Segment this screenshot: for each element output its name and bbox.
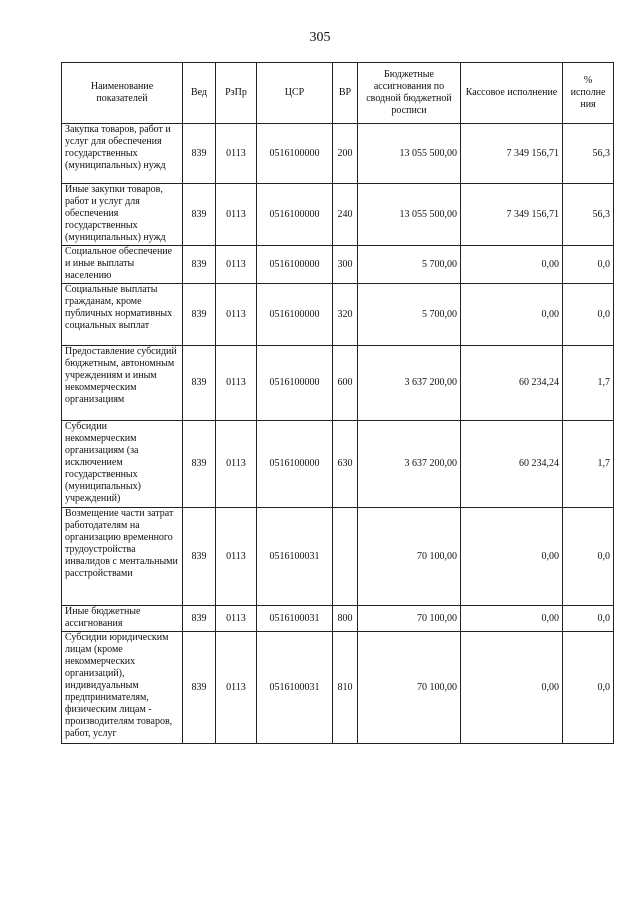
row-cash: 0,00 [461, 632, 563, 744]
row-vr: 320 [333, 284, 358, 346]
row-name: Иные бюджетные ассигнования [62, 606, 183, 632]
row-cash: 0,00 [461, 284, 563, 346]
row-cash: 7 349 156,71 [461, 124, 563, 184]
row-ved: 839 [183, 184, 216, 246]
row-cash: 0,00 [461, 246, 563, 284]
row-vr: 630 [333, 421, 358, 508]
row-ved: 839 [183, 421, 216, 508]
row-ved: 839 [183, 508, 216, 606]
row-cash: 7 349 156,71 [461, 184, 563, 246]
row-budget: 3 637 200,00 [358, 421, 461, 508]
row-name: Закупка товаров, работ и услуг для обеспечения государственных (муниципальных) нужд [62, 124, 183, 184]
row-csr: 0516100031 [257, 606, 333, 632]
row-vr: 800 [333, 606, 358, 632]
row-percent: 0,0 [563, 508, 614, 606]
row-budget: 70 100,00 [358, 606, 461, 632]
table-row [62, 246, 614, 284]
row-percent: 56,3 [563, 184, 614, 246]
row-rzpr: 0113 [216, 606, 257, 632]
header-rzpr: РзПр [216, 63, 257, 124]
row-rzpr: 0113 [216, 184, 257, 246]
row-budget: 70 100,00 [358, 508, 461, 606]
row-name: Иные закупки товаров, работ и услуг для обеспечения государственных (муниципальных) нужд [62, 184, 183, 246]
row-cash: 0,00 [461, 606, 563, 632]
row-percent: 0,0 [563, 632, 614, 744]
header-name: Наименование показателей [62, 63, 183, 124]
table-row [62, 606, 614, 632]
row-percent: 1,7 [563, 346, 614, 421]
header-cash: Кассовое исполнение [461, 63, 563, 124]
header-percent: % исполне ния [563, 63, 614, 124]
header-ved: Вед [183, 63, 216, 124]
budget-execution-table [61, 62, 614, 744]
table-row [62, 508, 614, 606]
row-name: Предоставление субсидий бюджетным, автономным учреждениям и иным некоммерческим организациям [62, 346, 183, 421]
table-row [62, 284, 614, 346]
row-vr: 200 [333, 124, 358, 184]
row-budget: 5 700,00 [358, 284, 461, 346]
row-rzpr: 0113 [216, 632, 257, 744]
row-percent: 0,0 [563, 606, 614, 632]
header-csr: ЦСР [257, 63, 333, 124]
row-rzpr: 0113 [216, 284, 257, 346]
row-rzpr: 0113 [216, 246, 257, 284]
row-name: Социальные выплаты гражданам, кроме публичных нормативных социальных выплат [62, 284, 183, 346]
row-name: Социальное обеспечение и иные выплаты населению [62, 246, 183, 284]
row-rzpr: 0113 [216, 508, 257, 606]
row-vr: 810 [333, 632, 358, 744]
row-cash: 60 234,24 [461, 421, 563, 508]
row-vr [333, 508, 358, 606]
row-cash: 60 234,24 [461, 346, 563, 421]
row-vr: 600 [333, 346, 358, 421]
row-vr: 300 [333, 246, 358, 284]
row-ved: 839 [183, 284, 216, 346]
row-rzpr: 0113 [216, 346, 257, 421]
page-number: 305 [309, 30, 331, 45]
row-name: Возмещение части затрат работодателям на организацию временного трудоустройства инвалидов с ментальными расстройствами [62, 508, 183, 606]
row-rzpr: 0113 [216, 421, 257, 508]
row-percent: 0,0 [563, 246, 614, 284]
row-name: Субсидии юридическим лицам (кроме некоммерческих организаций), индивидуальным предпринимателям, физическим лицам - производителям товаров, работ, услуг [62, 632, 183, 744]
row-csr: 0516100000 [257, 246, 333, 284]
row-percent: 0,0 [563, 284, 614, 346]
row-budget: 3 637 200,00 [358, 346, 461, 421]
row-ved: 839 [183, 606, 216, 632]
row-vr: 240 [333, 184, 358, 246]
row-rzpr: 0113 [216, 124, 257, 184]
row-name: Субсидии некоммерческим организациям (за исключением государственных (муниципальных) учреждений) [62, 421, 183, 508]
row-cash: 0,00 [461, 508, 563, 606]
row-csr: 0516100000 [257, 421, 333, 508]
row-csr: 0516100031 [257, 508, 333, 606]
row-budget: 13 055 500,00 [358, 124, 461, 184]
row-ved: 839 [183, 246, 216, 284]
table-row [62, 632, 614, 744]
row-percent: 56,3 [563, 124, 614, 184]
table-row [62, 124, 614, 184]
header-budget: Бюджетные ассигнования по сводной бюджетной росписи [358, 63, 461, 124]
table-row [62, 346, 614, 421]
row-percent: 1,7 [563, 421, 614, 508]
row-csr: 0516100000 [257, 184, 333, 246]
row-ved: 839 [183, 124, 216, 184]
table-row [62, 421, 614, 508]
table-row [62, 184, 614, 246]
row-csr: 0516100000 [257, 284, 333, 346]
row-budget: 70 100,00 [358, 632, 461, 744]
row-ved: 839 [183, 346, 216, 421]
row-csr: 0516100000 [257, 124, 333, 184]
table-header-row [62, 63, 614, 124]
row-csr: 0516100031 [257, 632, 333, 744]
row-csr: 0516100000 [257, 346, 333, 421]
row-budget: 5 700,00 [358, 246, 461, 284]
row-ved: 839 [183, 632, 216, 744]
header-vr: ВР [333, 63, 358, 124]
row-budget: 13 055 500,00 [358, 184, 461, 246]
